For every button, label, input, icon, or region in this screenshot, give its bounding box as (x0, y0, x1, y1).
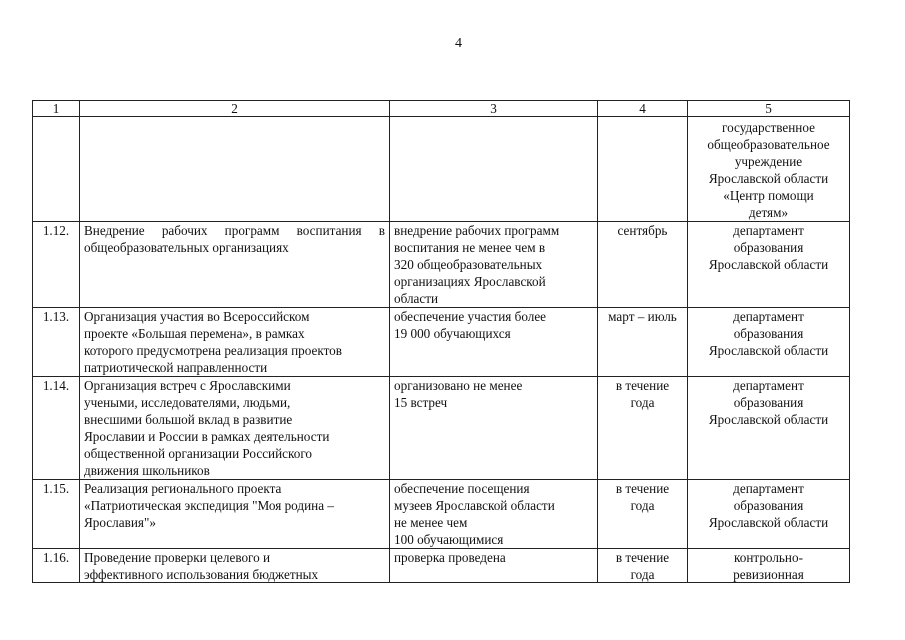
cell-result: проверка проведена (390, 549, 598, 583)
cell-num (33, 117, 80, 222)
cell-num: 1.15. (33, 480, 80, 549)
cell-deadline: в течение года (598, 480, 688, 549)
cell-num: 1.12. (33, 222, 80, 308)
cell-result: внедрение рабочих программ воспитания не менее чем в 320 общеобразовательных организациях Ярославской области (390, 222, 598, 308)
cell-responsible: департамент образования Ярославской области (688, 222, 850, 308)
cell-responsible: департамент образования Ярославской области (688, 308, 850, 377)
cell-activity: Реализация регионального проекта «Патриотическая экспедиция "Моя родина – Ярославия"» (80, 480, 390, 549)
table-row (33, 549, 850, 583)
table-header-row (33, 101, 850, 117)
cell-deadline (598, 117, 688, 222)
cell-responsible: департамент образования Ярославской области (688, 377, 850, 480)
cell-activity (80, 117, 390, 222)
cell-result: обеспечение посещения музеев Ярославской области не менее чем 100 обучающимися (390, 480, 598, 549)
header-col-4: 4 (598, 101, 688, 117)
cell-activity: Проведение проверки целевого и эффективного использования бюджетных (80, 549, 390, 583)
cell-result (390, 117, 598, 222)
cell-deadline: в течение года (598, 377, 688, 480)
table-row (33, 308, 850, 377)
table-row-continuation (33, 117, 850, 222)
page-number: 4 (455, 36, 462, 51)
table-row (33, 480, 850, 549)
activity-plan-table (32, 100, 850, 583)
cell-responsible: контрольно- ревизионная (688, 549, 850, 583)
cell-activity: Организация встреч с Ярославскими учеными, исследователями, людьми, внесшими большой вклад в развитие Ярославии и России в рамках деятельности общественной организации Российского движения школьников (80, 377, 390, 480)
cell-deadline: сентябрь (598, 222, 688, 308)
cell-result: организовано не менее 15 встреч (390, 377, 598, 480)
header-col-1: 1 (33, 101, 80, 117)
cell-deadline: март – июль (598, 308, 688, 377)
cell-num: 1.14. (33, 377, 80, 480)
cell-responsible: департамент образования Ярославской области (688, 480, 850, 549)
table-row (33, 222, 850, 308)
header-col-2: 2 (80, 101, 390, 117)
table-row (33, 377, 850, 480)
cell-num: 1.13. (33, 308, 80, 377)
cell-activity: Организация участия во Всероссийском проекте «Большая перемена», в рамках которого предусмотрена реализация проектов патриотической направленности (80, 308, 390, 377)
header-col-3: 3 (390, 101, 598, 117)
cell-activity: Внедрение рабочих программ воспитания в общеобразовательных организациях (80, 222, 390, 308)
header-col-5: 5 (688, 101, 850, 117)
cell-responsible: государственное общеобразовательное учреждение Ярославской области «Центр помощи детям» (688, 117, 850, 222)
cell-deadline: в течение года (598, 549, 688, 583)
cell-num: 1.16. (33, 549, 80, 583)
cell-result: обеспечение участия более 19 000 обучающихся (390, 308, 598, 377)
